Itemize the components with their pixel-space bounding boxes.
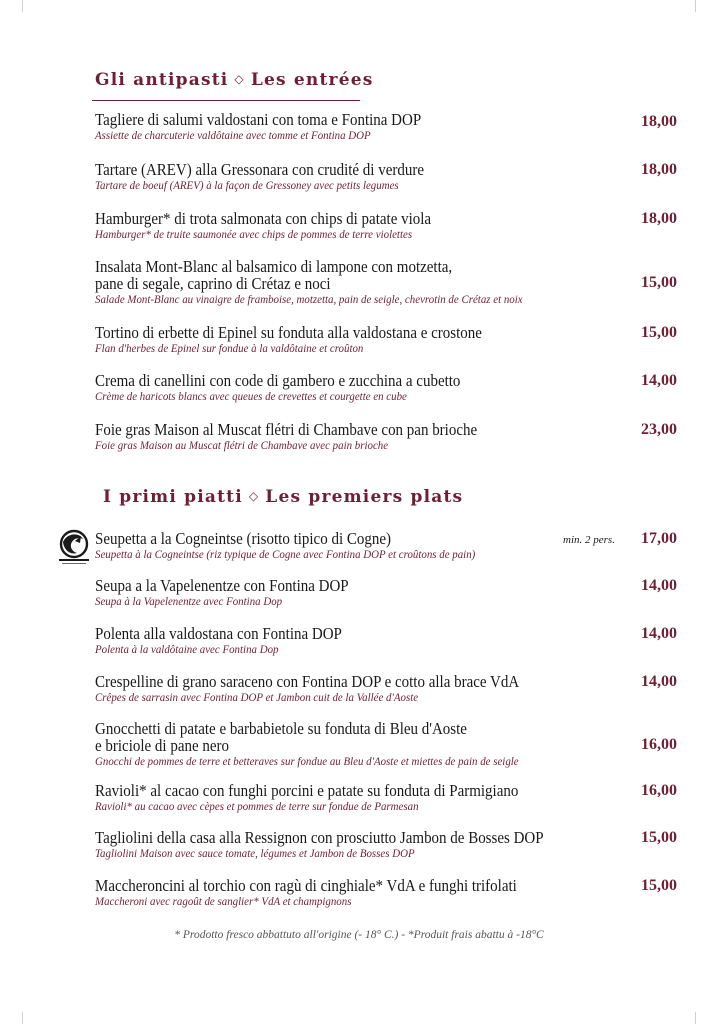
item-name-fr: Tartare de boeuf (AREV) à la façon de Gressoney avec petits legumes: [95, 178, 399, 192]
menu-item: [95, 258, 685, 307]
item-name-fr: Salade Mont-Blanc au vinaigre de framboise, motzetta, pain de seigle, chevrotin de Crétaz et noix: [95, 292, 523, 306]
menu-item: [95, 625, 685, 657]
item-name-fr: Crème de haricots blancs avec queues de crevettes et courgette en cube: [95, 389, 407, 403]
item-name-it: Tortino di erbette di Epinel su fonduta alla valdostana e crostone: [95, 323, 482, 342]
item-price: 18,00: [641, 210, 677, 227]
item-name-it: Tagliolini della casa alla Ressignon con prosciutto Jambon de Bosses DOP: [95, 828, 544, 847]
item-name-fr: Assiette de charcuterie valdôtaine avec tomme et Fontina DOP: [95, 128, 371, 142]
item-price: 14,00: [641, 577, 677, 594]
quality-seal-icon: [55, 528, 93, 566]
item-name-it: Maccheroncini al torchio con ragù di cinghiale* VdA e funghi trifolati: [95, 876, 517, 895]
item-name-it: Seupetta a la Cogneintse (risotto tipico di Cogne): [95, 529, 391, 548]
item-name-it: Insalata Mont-Blanc al balsamico di lampone con motzetta,: [95, 257, 453, 276]
menu-item: [95, 877, 685, 909]
diamond-separator-icon: ◇: [234, 72, 245, 86]
item-price: 15,00: [641, 274, 677, 291]
item-name-fr: Seupetta à la Cogneintse (riz typique de Cogne avec Fontina DOP et croûtons de pain): [95, 547, 476, 561]
menu-item: [95, 720, 685, 769]
item-name-it: Seupa a la Vapelenentze con Fontina DOP: [95, 576, 349, 595]
item-name-it: Hamburger* di trota salmonata con chips di patate viola: [95, 209, 432, 228]
section-title-fr: Les entrées: [250, 70, 374, 90]
item-price: 23,00: [641, 421, 677, 438]
footnote: * Prodotto fresco abbattuto all'origine (- 18° C.) - *Produit frais abattu à -18°C: [174, 929, 544, 941]
item-name-it: Foie gras Maison al Muscat flétri di Chambave con pan brioche: [95, 420, 478, 439]
item-name-fr: Maccheroni avec ragoût de sanglier* VdA et champignons: [95, 894, 352, 908]
item-name-it: Polenta alla valdostana con Fontina DOP: [95, 624, 342, 643]
item-price: 18,00: [641, 113, 677, 130]
item-price: 15,00: [641, 829, 677, 846]
item-name-fr: Hamburger* de truite saumonée avec chips de pommes de terre violettes: [95, 227, 413, 241]
item-price: 15,00: [641, 324, 677, 341]
menu-item: [95, 782, 685, 814]
menu-item: [95, 161, 685, 193]
item-price: 14,00: [641, 673, 677, 690]
item-name-fr: Tagliolini Maison avec sauce tomate, légumes et Jambon de Bosses DOP: [95, 846, 415, 860]
item-name-fr: Flan d'herbes de Epinel sur fondue à la valdôtaine et croûton: [95, 341, 364, 355]
item-name-it: Gnocchetti di patate e barbabietole su fonduta di Bleu d'Aoste: [95, 719, 467, 738]
section-title-it: Gli antipasti: [95, 70, 229, 90]
crop-mark: [695, 1012, 696, 1024]
item-name-it: Tagliere di salumi valdostani con toma e Fontina DOP: [95, 110, 422, 129]
item-name-fr: Foie gras Maison au Muscat flétri de Chambave avec pain brioche: [95, 438, 389, 452]
item-price: 18,00: [641, 161, 677, 178]
section-divider: [92, 100, 360, 101]
item-name-it: Crespelline di grano saraceno con Fontina DOP e cotto alla brace VdA: [95, 672, 520, 691]
menu-item: [95, 372, 685, 404]
menu-item: [95, 673, 685, 705]
menu-item: [95, 577, 685, 609]
item-price: 14,00: [641, 625, 677, 642]
menu-item: [95, 421, 685, 453]
section-title-fr: Les premiers plats: [265, 487, 464, 507]
item-name-fr: Crêpes de sarrasin avec Fontina DOP et Jambon cuit de la Vallée d'Aoste: [95, 690, 419, 704]
section-title-primi: [103, 487, 463, 507]
crop-mark: [22, 0, 23, 12]
menu-item: [95, 829, 685, 861]
item-price: 15,00: [641, 877, 677, 894]
item-name-it-line2: e briciole di pane nero: [95, 736, 230, 755]
item-name-it: Crema di canellini con code di gambero e zucchina a cubetto: [95, 371, 461, 390]
item-name-it: Tartare (AREV) alla Gressonara con crudité di verdure: [95, 160, 424, 179]
item-name-fr: Gnocchi de pommes de terre et betteraves sur fondue au Bleu d'Aoste et miettes de pain de seigle: [95, 754, 519, 768]
menu-item: [95, 324, 685, 356]
section-title-antipasti: [95, 70, 374, 90]
crop-mark: [22, 1012, 23, 1024]
item-name-it-line2: pane di segale, caprino di Crétaz e noci: [95, 274, 331, 293]
item-min-note: min. 2 pers.: [563, 534, 615, 546]
item-name-fr: Seupa à la Vapelenentze avec Fontina Dop: [95, 594, 283, 608]
menu-item: [95, 210, 685, 242]
item-name-it: Ravioli* al cacao con funghi porcini e patate su fonduta di Parmigiano: [95, 781, 519, 800]
item-price: 16,00: [641, 782, 677, 799]
item-name-fr: Polenta à la valdôtaine avec Fontina Dop: [95, 642, 279, 656]
item-name-fr: Ravioli* au cacao avec cèpes et pommes de terre sur fondue de Parmesan: [95, 799, 419, 813]
item-price: 17,00: [641, 530, 677, 547]
menu-item: [95, 111, 685, 143]
section-title-it: I primi piatti: [103, 487, 243, 507]
item-price: 16,00: [641, 736, 677, 753]
item-price: 14,00: [641, 372, 677, 389]
crop-mark: [695, 0, 696, 12]
diamond-separator-icon: ◇: [248, 489, 260, 503]
